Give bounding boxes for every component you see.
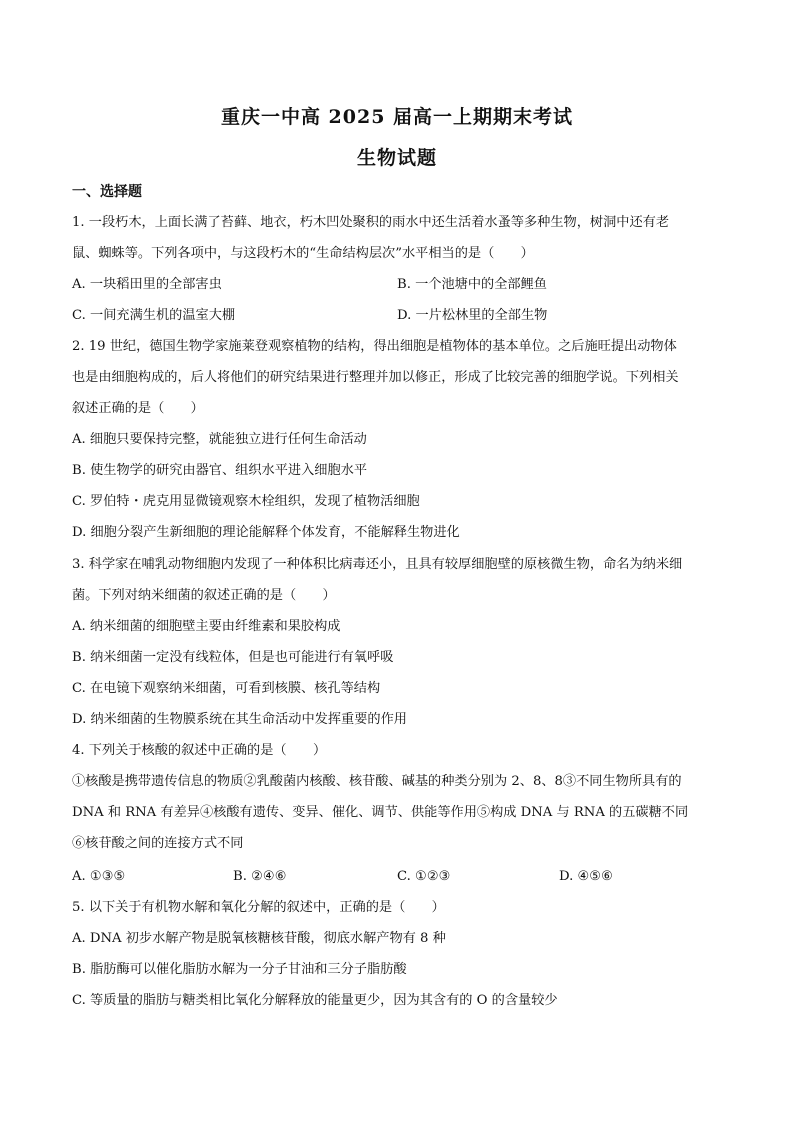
q3-option-d: D. 纳米细菌的生物膜系统在其生命活动中发挥重要的作用 [72,712,407,727]
q3-stem-line2: 菌。下列对纳米细菌的叙述正确的是（ ） [72,588,336,603]
q4-stem-line3: DNA 和 RNA 有差异④核酸有遗传、变异、催化、调节、供能等作用⑤构成 DNA 与 RNA 的五碳糖不同 [72,805,689,820]
q5-option-b: B. 脂肪酶可以催化脂肪水解为一分子甘油和三分子脂肪酸 [72,962,407,977]
q2-option-a: A. 细胞只要保持完整，就能独立进行任何生命活动 [72,432,367,447]
q1-option-a: A. 一块稻田里的全部害虫 [72,277,222,292]
exam-title: 重庆一中高 2025 届高一上期期末考试 [220,106,574,128]
q2-stem-line2: 也是由细胞构成的，后人将他们的研究结果进行整理并加以修正，形成了比较完善的细胞学说。下列相关 [72,370,679,385]
q5-option-c: C. 等质量的脂肪与糖类相比氧化分解释放的能量更少，因为其含有的 O 的含量较少 [72,993,558,1008]
q1-option-b: B. 一个池塘中的全部鲤鱼 [397,277,547,292]
q3-option-a: A. 纳米细菌的细胞壁主要由纤维素和果胶构成 [72,619,341,634]
q2-stem-line3: 叙述正确的是（ ） [72,401,204,416]
q3-option-c: C. 在电镜下观察纳米细菌，可看到核膜、核孔等结构 [72,681,381,696]
q2-option-b: B. 使生物学的研究由器官、组织水平进入细胞水平 [72,463,368,478]
q5-option-a: A. DNA 初步水解产物是脱氧核糖核苷酸，彻底水解产物有 8 种 [72,931,446,946]
q4-option-a: A. ①③⑤ [72,869,126,884]
q4-option-b: B. ②④⑥ [233,869,287,884]
q1-option-d: D. 一片松林里的全部生物 [397,308,548,323]
q1-stem-line1: 1. 一段朽木，上面长满了苔藓、地衣，朽木凹处聚积的雨水中还生活着水蚤等多种生物，树洞中还有老 [72,215,670,230]
q4-stem-line1: 4. 下列关于核酸的叙述中正确的是（ ） [72,743,327,758]
q1-stem-line2: 鼠、蜘蛛等。下列各项中，与这段朽木的“生命结构层次”水平相当的是（ ） [72,246,534,261]
section-heading: 一、选择题 [72,184,142,200]
q2-option-c: C. 罗伯特・虎克用显微镜观察木栓组织，发现了植物活细胞 [72,494,420,509]
q4-option-d: D. ④⑤⑥ [559,869,613,884]
q1-option-c: C. 一间充满生机的温室大棚 [72,308,236,323]
q4-option-c: C. ①②③ [397,869,451,884]
q2-option-d: D. 细胞分裂产生新细胞的理论能解释个体发育，不能解释生物进化 [72,525,460,540]
q2-stem-line1: 2. 19 世纪，德国生物学家施莱登观察植物的结构，得出细胞是植物体的基本单位。之后施旺提出动物体 [72,339,677,354]
q3-option-b: B. 纳米细菌一定没有线粒体，但是也可能进行有氧呼吸 [72,650,394,665]
q4-stem-line2: ①核酸是携带遗传信息的物质②乳酸菌内核酸、核苷酸、碱基的种类分别为 2、8、8③不同生物所具有的 [72,774,682,789]
q5-stem-line1: 5. 以下关于有机物水解和氧化分解的叙述中，正确的是（ ） [72,900,445,915]
q3-stem-line1: 3. 科学家在哺乳动物细胞内发现了一种体积比病毒还小，且具有较厚细胞壁的原核微生物，命名为纳米细 [72,557,683,572]
q4-stem-line4: ⑥核苷酸之间的连接方式不同 [72,836,244,851]
exam-subtitle: 生物试题 [356,147,437,169]
